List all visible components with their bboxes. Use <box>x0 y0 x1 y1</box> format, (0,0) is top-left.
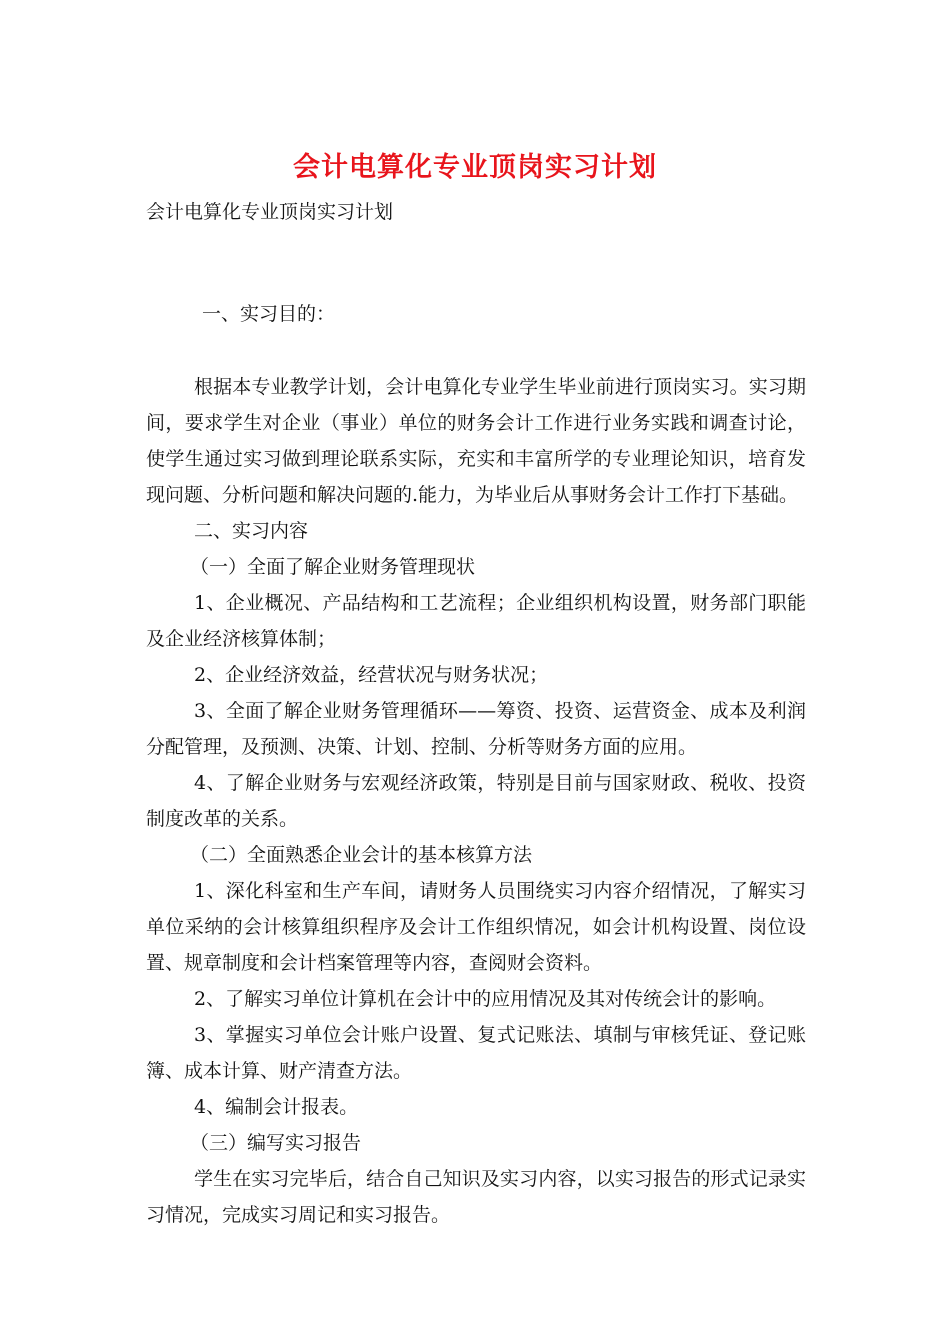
list-item: 3、全面了解企业财务管理循环——筹资、投资、运营资金、成本及利润分配管理，及预测、决策、计划、控制、分析等财务方面的应用。 <box>146 700 806 758</box>
list-item: 2、了解实习单位计算机在会计中的应用情况及其对传统会计的影响。 <box>194 988 777 1010</box>
section-heading-content: 二、实习内容 <box>194 520 309 542</box>
list-item: 1、企业概况、产品结构和工艺流程；企业组织机构设置，财务部门职能及企业经济核算体制； <box>146 592 806 650</box>
document-body <box>146 296 806 1233</box>
document-title: 会计电算化专业顶岗实习计划 <box>293 152 657 183</box>
subsection-heading-1: （一）全面了解企业财务管理现状 <box>190 556 476 578</box>
document-subtitle: 会计电算化专业顶岗实习计划 <box>146 201 394 223</box>
section-heading-purpose: 一、实习目的： <box>202 303 336 325</box>
list-item: 4、编制会计报表。 <box>194 1096 359 1118</box>
list-item: 1、深化科室和生产车间，请财务人员围绕实习内容介绍情况，了解实习单位采纳的会计核算组织程序及会计工作组织情况，如会计机构设置、岗位设置、规章制度和会计档案管理等内容，查阅财会资料。 <box>146 880 806 974</box>
subsection-heading-3: （三）编写实习报告 <box>190 1132 362 1154</box>
list-item: 3、掌握实习单位会计账户设置、复式记账法、填制与审核凭证、登记账簿、成本计算、财产清查方法。 <box>146 1024 806 1082</box>
subsection-heading-2: （二）全面熟悉企业会计的基本核算方法 <box>190 844 533 866</box>
list-item: 2、企业经济效益，经营状况与财务状况； <box>194 664 549 686</box>
list-item: 4、了解企业财务与宏观经济政策，特别是目前与国家财政、税收、投资制度改革的关系。 <box>146 772 806 830</box>
paragraph-report: 学生在实习完毕后，结合自己知识及实习内容，以实习报告的形式记录实习情况，完成实习周记和实习报告。 <box>146 1168 806 1226</box>
paragraph-purpose: 根据本专业教学计划，会计电算化专业学生毕业前进行顶岗实习。实习期间，要求学生对企业（事业）单位的财务会计工作进行业务实践和调查讨论，使学生通过实习做到理论联系实际，充实和丰富所学的专业理论知识，培育发现问题、分析问题和解决问题的.能力，为毕业后从事财务会计工作打下基础。 <box>146 376 806 506</box>
